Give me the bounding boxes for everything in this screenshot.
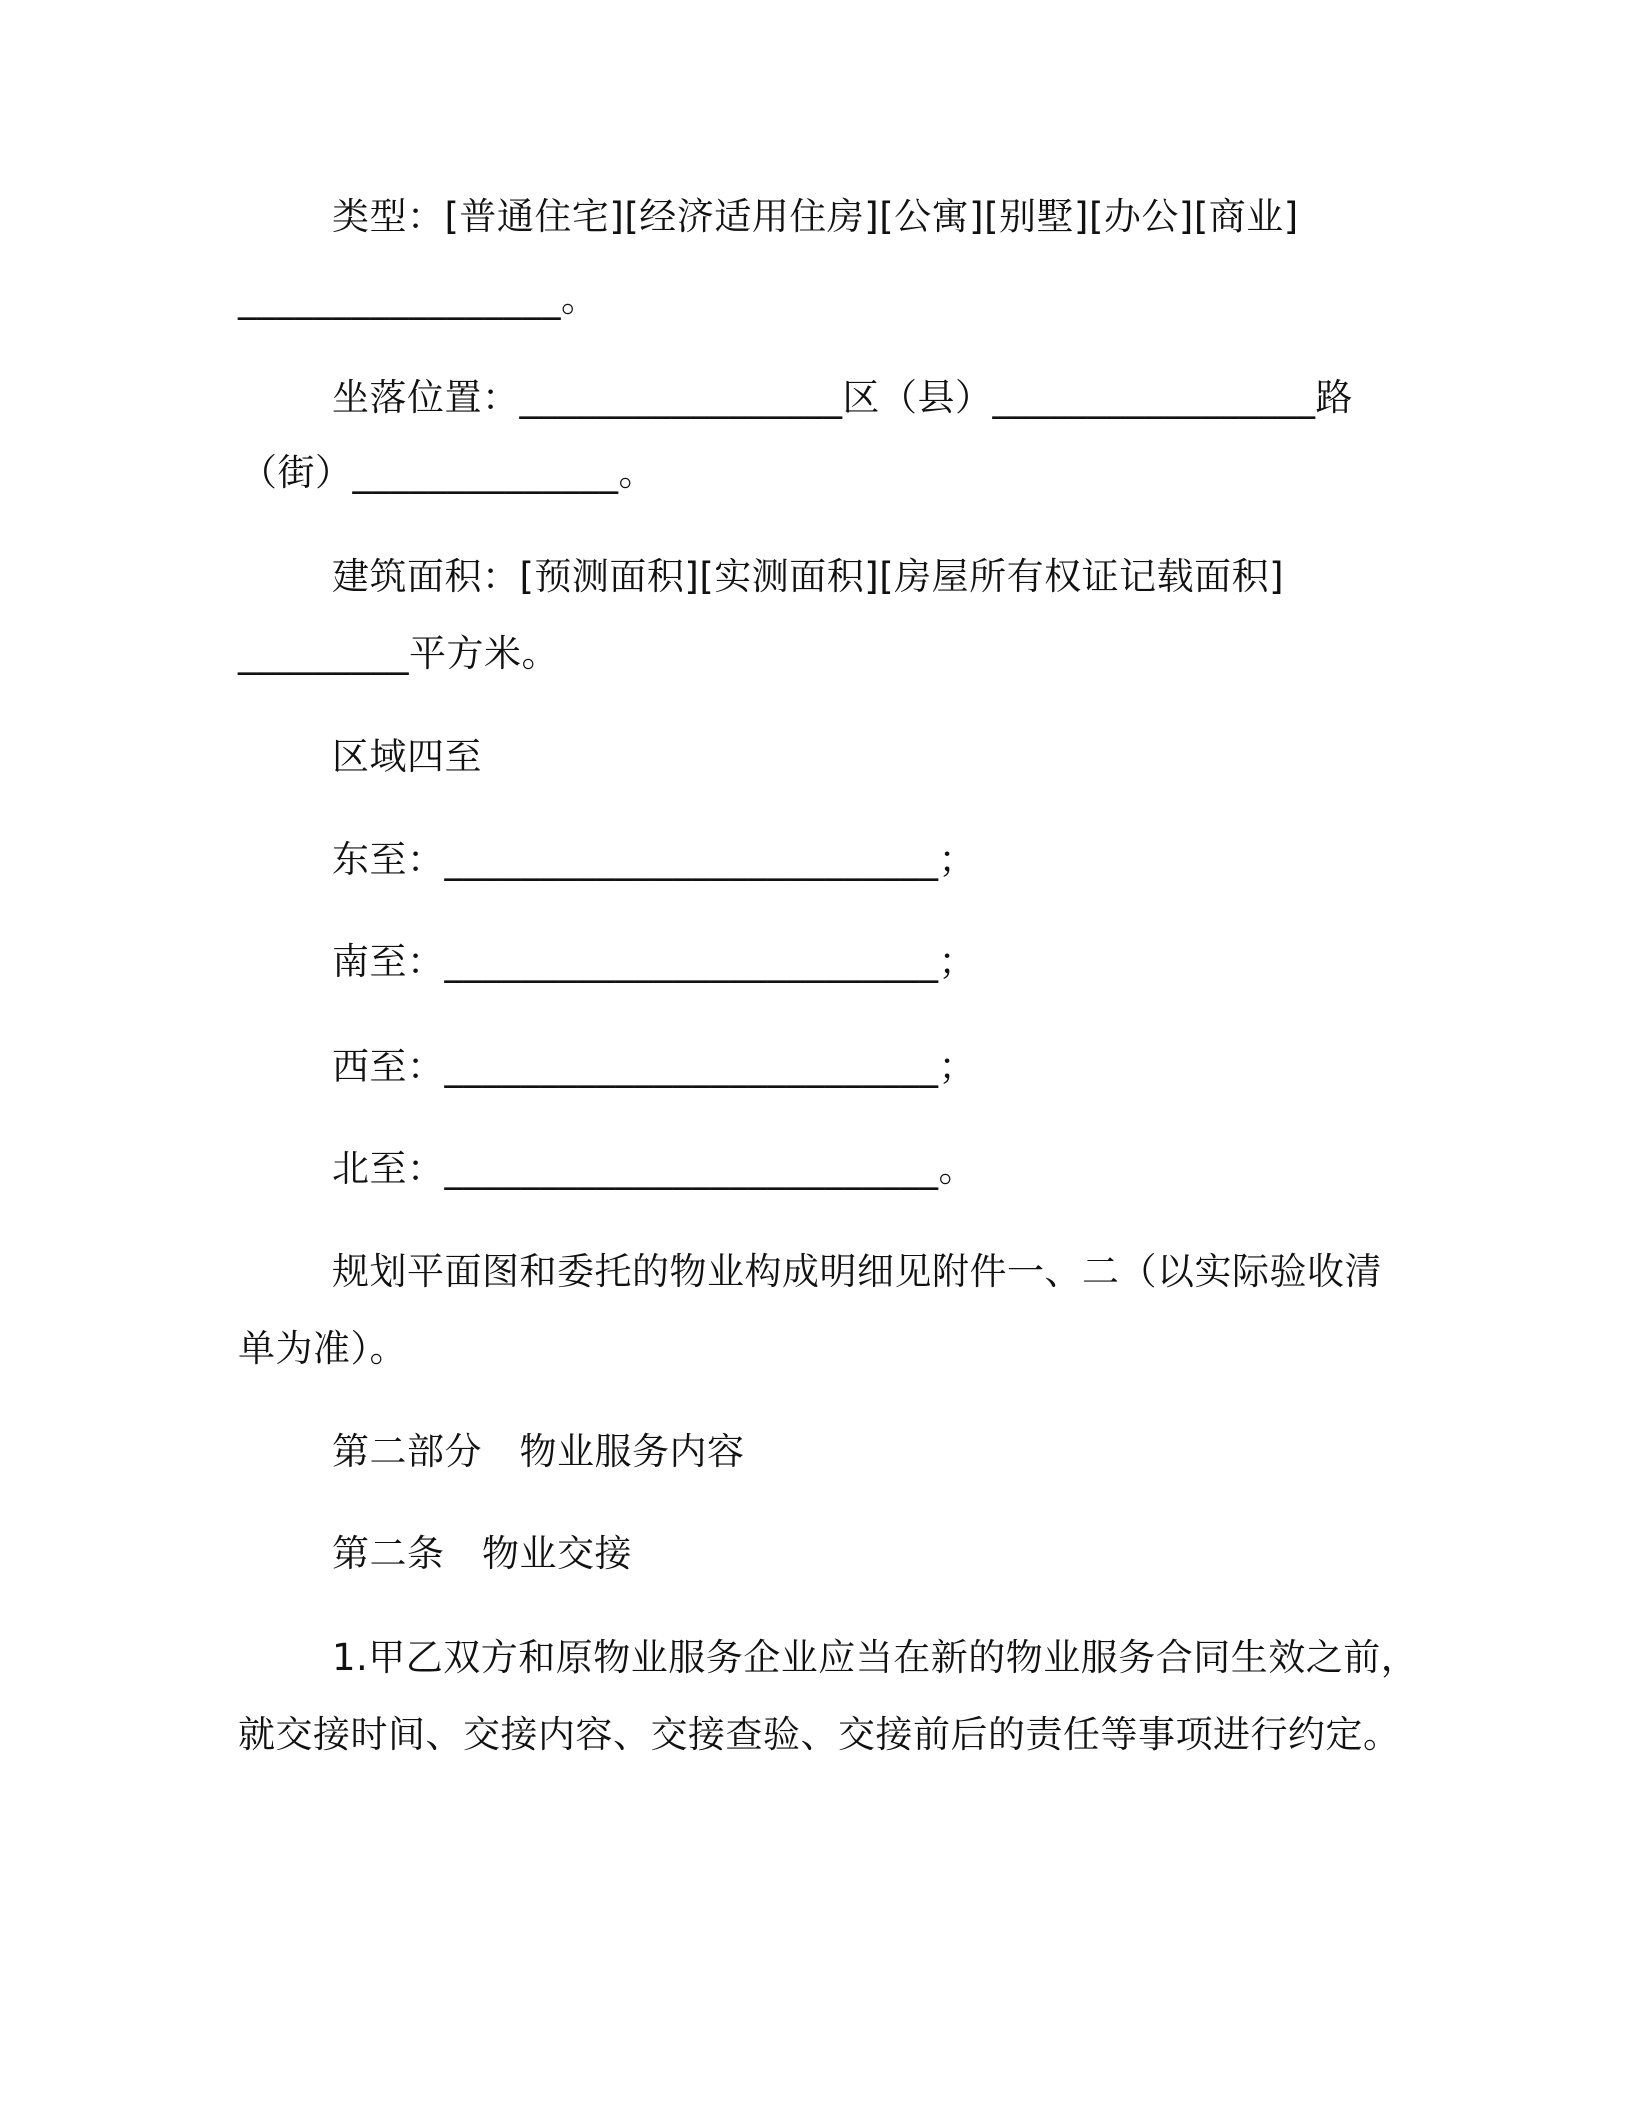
boundary-north: 北至：__________________________。 (332, 1147, 976, 1190)
plan-annex-line: 规划平面图和委托的物业构成明细见附件一、二（以实际验收清 (332, 1250, 1382, 1293)
plan-annex-line-cont: 单为准）。 (238, 1327, 407, 1370)
article-two-heading: 第二条 物业交接 (332, 1532, 632, 1575)
location-line: 坐落位置：_________________区（县）_________________路 (332, 376, 1353, 419)
location-street-line: （街）______________。 (240, 451, 656, 494)
type-blank-line: _________________。 (238, 277, 599, 320)
boundary-west: 西至：__________________________； (332, 1045, 976, 1088)
boundary-east: 东至：__________________________； (332, 838, 976, 881)
type-line: 类型：[普通住宅][经济适用住房][公寓][别墅][办公][商业] (332, 195, 1299, 238)
boundaries-heading: 区域四至 (332, 735, 482, 778)
clause-one-line: 1.甲乙双方和原物业服务企业应当在新的物业服务合同生效之前， (332, 1636, 1419, 1679)
part-two-heading: 第二部分 物业服务内容 (332, 1430, 745, 1473)
clause-one-line-cont: 就交接时间、交接内容、交接查验、交接前后的责任等事项进行约定。 (238, 1713, 1401, 1756)
square-meters-line: _________平方米。 (238, 632, 559, 675)
boundary-south: 南至：__________________________； (332, 940, 976, 983)
building-area-line: 建筑面积：[预测面积][实测面积][房屋所有权证记载面积] (332, 555, 1285, 598)
